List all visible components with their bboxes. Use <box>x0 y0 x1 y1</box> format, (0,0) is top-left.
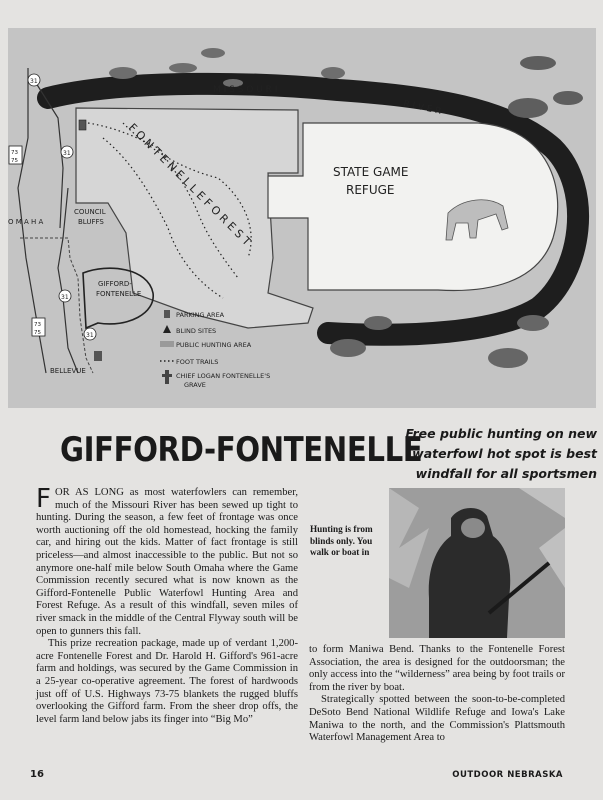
state-game-refuge <box>268 123 558 290</box>
paragraph-4: Strategically spotted between the soon-to-be-completed DeSoto Bend National Wildlife Refuge and Iowa's Lake Maniwa to the north, and the Commission's Plattsmouth Waterfowl Management Area to <box>309 694 565 744</box>
blind-sites-icon <box>163 325 171 333</box>
paragraph-3: to form Maniwa Bend. Thanks to the Fontenelle Forest Association, the area is designed for the outdoorsman; the only access into the “wilderness” area being by foot trails or from the river by boat. <box>309 644 565 693</box>
legend-hunting-label: PUBLIC HUNTING AREA <box>176 341 252 349</box>
article-tagline: Free public hunting on new waterfowl hot spot is best windfall for all sportsmen <box>405 426 597 481</box>
grave-icon <box>162 370 172 384</box>
highway-31-shield-a <box>28 74 40 86</box>
photo-caption: Hunting is from blinds only. You walk or boat in <box>310 524 373 557</box>
paragraph-2: This prize recreation package, made up of verdant 1,200-acre Fontenelle Forest and Dr. Harold H. Gifford's 961-acre farm and holdings, was secured by the Game Commission in a 25-year co-operative agreement. The forest of hardwoods just off of U.S. Highways 73-75 blankets the rugged bluffs overlooking the Gifford farm. From the sheer drop offs, the level farm land below jabs its finger into “Big Mo” <box>36 638 298 725</box>
label-state-game: STATE GAME <box>333 165 409 179</box>
svg-text:31: 31 <box>61 294 69 301</box>
city-limits <box>20 238 93 373</box>
label-omaha: O M A H A <box>8 218 44 226</box>
label-council: COUNCIL <box>74 208 106 216</box>
legend-trails-label: FOOT TRAILS <box>176 358 219 366</box>
paragraph-1-text: OR AS LONG as most waterfowlers can remember, much of the Missouri River has been sewed up tight to hunting. During the season, a few feet of frontage was once worth auctioning off the old homestead, hocking the family car, and hiring out the kids. Matter of fact frontage is still priceless—and almost inaccessible to the public. But not so anymore one-half mile below South Omaha where the Game Commission recently secured what is now known as the Gifford-Fontenelle Public Waterfowl Hunting Area and Forest Refuge. As a result of this windfall, seven miles of river smack in the middle of the Central Flyway south will be open to gunners this fall. <box>36 487 298 637</box>
highway-31-shield-b <box>61 146 73 158</box>
duck-flock-top-right <box>508 56 583 118</box>
highway-73-75-shield-b <box>32 318 45 336</box>
label-bluffs: BLUFFS <box>78 218 104 226</box>
label-refuge: REFUGE <box>346 183 395 197</box>
label-fontenelle: FONTENELLE <box>96 290 142 298</box>
public-hunting-area-icon <box>160 341 174 347</box>
hunter-photo <box>389 488 565 638</box>
article-column-right <box>309 644 565 745</box>
legend-grave-label: CHIEF LOGAN FONTENELLE'S <box>176 372 271 380</box>
label-bellevue: BELLEVUE <box>50 367 86 375</box>
svg-text:31: 31 <box>30 78 38 85</box>
svg-text:73: 73 <box>34 322 41 328</box>
area-map <box>8 28 596 408</box>
legend-parking-label: PARKING AREA <box>176 311 225 319</box>
label-river: R I V E R <box>402 99 443 117</box>
highway-31-shield-d <box>84 328 96 340</box>
legend-blind-label: BLIND SITES <box>176 327 217 335</box>
svg-text:31: 31 <box>63 150 71 157</box>
highway-73-75-shield-a <box>9 146 22 164</box>
article-column-left <box>36 484 298 726</box>
parking-area-icon <box>164 310 170 318</box>
running-title: OUTDOOR NEBRASKA <box>452 770 563 780</box>
svg-text:75: 75 <box>11 158 18 164</box>
label-fontenelle-forest: F O N T E N E L L E F O R E S T <box>125 120 254 249</box>
label-missouri: M I S S O U R I <box>213 85 278 95</box>
parking-marker <box>79 120 86 130</box>
svg-text:75: 75 <box>34 330 41 336</box>
label-gifford: GIFFORD- <box>98 280 132 288</box>
svg-text:31: 31 <box>86 332 94 339</box>
legend-grave-label-2: GRAVE <box>184 381 206 389</box>
bellevue-marker <box>94 351 102 361</box>
drop-cap: F <box>36 484 51 514</box>
gifford-fontenelle-inset <box>83 268 153 328</box>
article-headline: GIFFORD-FONTENELLE <box>60 430 423 470</box>
highway-31-shield-c <box>59 290 71 302</box>
page-number: 16 <box>30 769 44 780</box>
svg-text:73: 73 <box>11 150 18 156</box>
paragraph-1 <box>36 484 298 638</box>
